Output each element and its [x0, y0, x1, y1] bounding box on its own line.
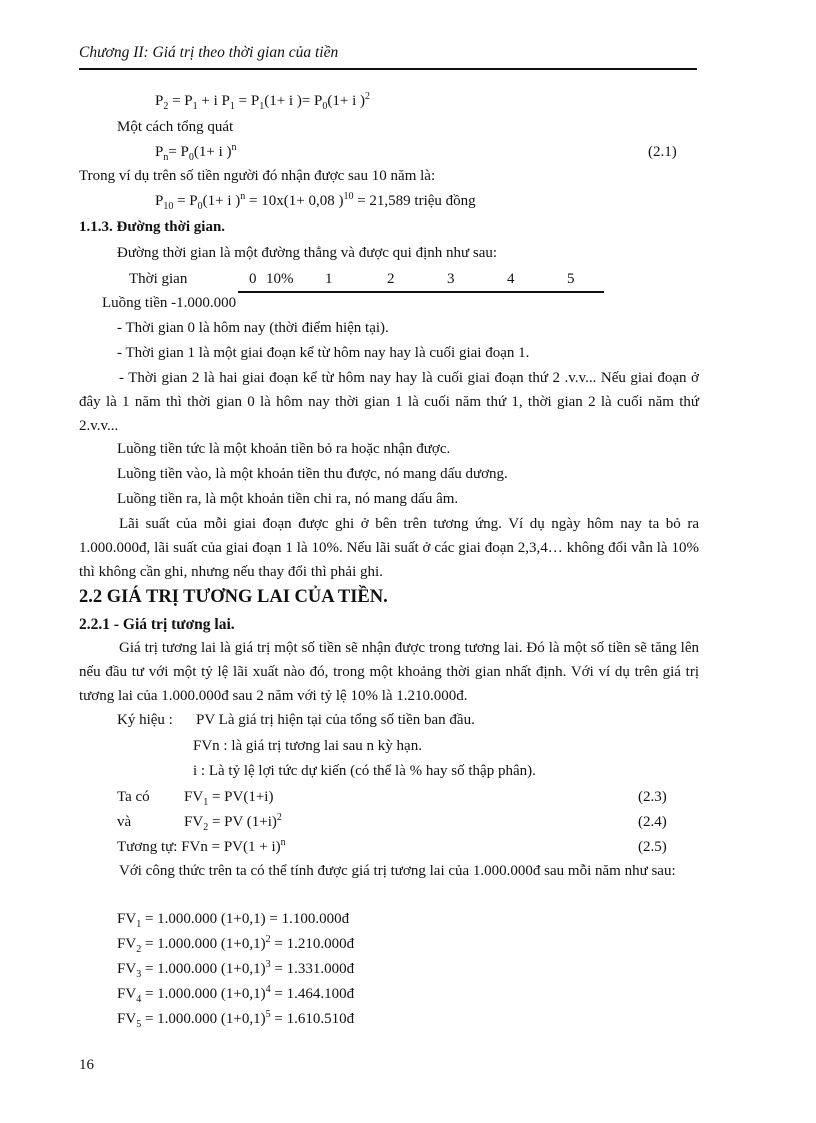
notation-i: i : Là tỷ lệ lợi tức dự kiến (có thể là % hay số thập phân).	[193, 763, 536, 779]
equation-number-2-5: (2.5)	[638, 839, 667, 855]
calc-line: $FV_1 = 1.000.000$ (1+0,1) = 1.100.000đ	[117, 911, 350, 930]
paragraph: Lãi suất của mỗi giai đoạn được ghi ở bên trên tương ứng. Ví dụ ngày hôm nay ta bỏ ra 1.000.000đ, lãi suất của giai đoạn 1 là 10%. Nếu lãi suất ở các giai đoạn 2,3,4… không đổi vẫn là 10% thì không cần ghi, nhưng nếu thay đổi thì phải ghi.	[79, 516, 699, 580]
notation-label: Ký hiệu :	[117, 712, 173, 728]
bullet-item: - Thời gian 1 là một giai đoạn kể từ hôm nay hay là cuối giai đoạn 1.	[117, 345, 530, 361]
equation-number-2-3: (2.3)	[638, 789, 667, 805]
section-heading-2-2: 2.2 GIÁ TRỊ TƯƠNG LAI CỦA TIỀN.	[79, 587, 388, 607]
timeline-line	[238, 291, 604, 293]
calc-line: $FV_3 = 1.000.000$ $(1+0,1)^3$ = 1.331.000đ	[117, 959, 355, 980]
timeline-rate: 10%	[266, 271, 294, 287]
header-rule	[79, 68, 697, 70]
bullet-item: - Thời gian 2 là hai giai đoạn kể từ hôm nay hay là cuối giai đoạn thứ 2 .v.v... Nếu giai đoạn ở đây là 1 năm thì thời gian 0 là hôm nay thời gian 1 là cuối năm thứ 1, thời gian 2 là cuối năm thứ 2.v.v...	[79, 370, 699, 434]
timeline-tick: 5	[567, 271, 575, 287]
section-heading-1-1-3: 1.1.3. Đường thời gian.	[79, 219, 226, 235]
equation-number-2-1: (2.1)	[648, 144, 677, 160]
notation-pv: PV Là giá trị hiện tại của tổng số tiền ban đầu.	[196, 712, 475, 728]
paragraph: Với công thức trên ta có thể tính được giá trị tương lai của 1.000.000đ sau mỗi năm như sau:	[119, 863, 676, 879]
cashflow-label: Luồng tiền -1.000.000	[102, 295, 237, 311]
paragraph: Luồng tiền ra, là một khoản tiền chi ra, nó mang dấu âm.	[117, 491, 459, 507]
formula-label: Ta có	[117, 789, 150, 805]
formula-pn: $P_n= P_0(1+ i$ )$^n$	[155, 142, 237, 163]
timeline-tick: 1	[325, 271, 333, 287]
paragraph: Luồng tiền tức là một khoản tiền bỏ ra hoặc nhận được.	[117, 441, 451, 457]
page-number: 16	[79, 1057, 94, 1073]
timeline-tick: 0	[249, 271, 257, 287]
subsection-heading-2-2-1: 2.2.1 - Giá trị tương lai.	[79, 616, 235, 633]
formula-fv1: $FV_1 = PV(1+i)$	[184, 789, 274, 808]
equation-number-2-4: (2.4)	[638, 814, 667, 830]
running-header: Chương II: Giá trị theo thời gian của tiền	[79, 44, 339, 61]
general-intro: Một cách tổng quát	[117, 119, 234, 135]
timeline-tick: 2	[387, 271, 395, 287]
timeline-tick: 3	[447, 271, 455, 287]
formula-fv2: $FV_2$ = PV $(1+i)^2$	[184, 812, 282, 833]
calc-line: $FV_2 = 1.000.000$ $(1+0,1)^2$ = 1.210.000đ	[117, 934, 355, 955]
formula-fvn: Tương tự: FVn = $PV(1 + i)^n$	[117, 837, 286, 855]
paragraph: Giá trị tương lai là giá trị một số tiền sẽ nhận được trong tương lai. Đó là một số tiền sẽ tăng lên nếu đầu tư với một tỷ lệ lãi xuất nào đó, trong một khoảng thời gian nhất định. Với ví dụ trên giá trị tương lai của 1.000.000đ sau 2 năm với tỷ lệ 10% là 1.210.000đ.	[79, 640, 699, 704]
example-intro: Trong ví dụ trên số tiền người đó nhận được sau 10 năm là:	[79, 168, 436, 184]
timeline-label: Thời gian	[129, 271, 188, 287]
paragraph: Luồng tiền vào, là một khoản tiền thu được, nó mang dấu dương.	[117, 466, 508, 482]
formula-p10: $P_{10} = P_0(1+ i$ )$^n$ = 10x(1+ 0,08 )$^{10}$ = 21,589 triệu đồng	[155, 191, 476, 212]
formula-p2: $P_2 = P_1 + i$ $P_1 = P_1(1+ i$ )= $P_0(1+ i$ )$^2$	[155, 91, 370, 112]
timeline-intro: Đường thời gian là một đường thẳng và được qui định như sau:	[117, 245, 498, 261]
notation-fvn: FVn : là giá trị tương lai sau n kỳ hạn.	[193, 738, 422, 754]
bullet-item: - Thời gian 0 là hôm nay (thời điểm hiện tại).	[117, 320, 389, 336]
formula-label: và	[117, 814, 132, 830]
calc-line: $FV_5 = 1.000.000$ $(1+0,1)^5$ = 1.610.510đ	[117, 1009, 355, 1030]
timeline-tick: 4	[507, 271, 515, 287]
calc-line: $FV_4 = 1.000.000$ $(1+0,1)^4$ = 1.464.100đ	[117, 984, 355, 1005]
